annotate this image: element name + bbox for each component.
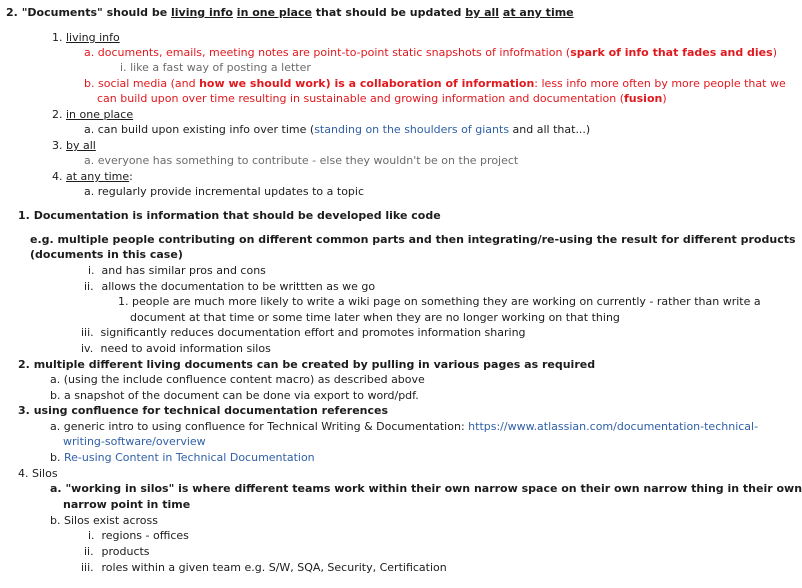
list-marker: b. xyxy=(50,389,61,402)
list-item-continuation: can build upon over time resulting in sustainable and growing information and documentation (fusion) xyxy=(97,92,667,105)
in-one-place-label: in one place xyxy=(66,108,134,121)
list-item xyxy=(52,107,133,122)
list-marker: a. xyxy=(50,420,61,433)
list-marker: iii. xyxy=(81,326,94,339)
atlassian-link-continuation[interactable]: writing-software/overview xyxy=(63,435,206,448)
list-number: 2. xyxy=(6,6,18,19)
list-item: b. a snapshot of the document can be done via export to word/pdf. xyxy=(50,389,419,402)
list-marker: i. xyxy=(120,61,127,74)
spark-text: spark of info that fades and dies xyxy=(570,46,773,59)
giants-text: standing on the shoulders of giants xyxy=(314,123,510,136)
list-item xyxy=(52,30,120,45)
list-item: a. generic intro to using confluence for Technical Writing & Documentation: https://www.atlassian.com/documentation-technical- xyxy=(50,420,759,433)
list-marker: a. xyxy=(50,373,61,386)
list-item: 1. people are much more likely to write a wiki page on something they are working on currently - rather than write a xyxy=(118,295,761,308)
list-number: 2. xyxy=(52,108,63,121)
heading-living-info: living info xyxy=(170,6,233,19)
list-item: 2. multiple different living documents can be created by pulling in various pages as required xyxy=(18,358,596,371)
heading-by-all: by all xyxy=(465,6,500,19)
letter-text: like a fast way of posting a letter xyxy=(130,61,311,74)
collaboration-text: how we should work) is a collaboration of information xyxy=(199,77,535,90)
list-item-continuation: narrow point in time xyxy=(63,498,191,511)
list-marker: iii. xyxy=(81,561,94,574)
documentation-heading: Documentation is information that should be developed like code xyxy=(33,209,441,222)
list-marker: i. xyxy=(88,264,95,277)
heading-at-any-time: at any time xyxy=(502,6,574,19)
list-item xyxy=(50,450,315,465)
list-marker: ii. xyxy=(84,545,94,558)
list-item: i. regions - offices xyxy=(88,529,189,542)
list-marker: a. xyxy=(84,185,95,198)
example-line-continuation: (documents in this case) xyxy=(30,248,183,261)
list-number: 1. xyxy=(118,295,129,308)
list-item xyxy=(52,138,96,153)
reusing-content-link[interactable]: Re-using Content in Technical Documentation xyxy=(63,451,315,464)
list-item xyxy=(84,153,518,168)
by-all-label: by all xyxy=(66,139,96,152)
list-marker: a. xyxy=(50,482,62,495)
list-number: 1. xyxy=(18,209,30,222)
list-marker: b. xyxy=(50,451,61,464)
list-item: iv. need to avoid information silos xyxy=(81,342,271,355)
list-item: ii. allows the documentation to be writtten as we go xyxy=(84,280,376,293)
list-item: a. documents, emails, meeting notes are point-to-point static snapshots of infofmation (spark of info that fades and dies) xyxy=(84,46,777,59)
list-item: i. and has similar pros and cons xyxy=(88,264,266,277)
list-item: iii. significantly reduces documentation effort and promotes information sharing xyxy=(81,326,526,339)
section-heading xyxy=(18,208,441,223)
list-number: 3. xyxy=(52,139,63,152)
incremental-text: regularly provide incremental updates to a topic xyxy=(97,185,365,198)
list-number: 4. xyxy=(52,170,63,183)
list-item xyxy=(120,60,311,75)
static-snapshots-text: documents, emails, meeting notes are point-to-point static snapshots of infofmation ( xyxy=(97,46,571,59)
fusion-text: fusion xyxy=(624,92,663,105)
list-number: 3. xyxy=(18,404,30,417)
list-marker: a. xyxy=(84,46,95,59)
list-item: ii. products xyxy=(84,545,150,558)
list-marker: ii. xyxy=(84,280,94,293)
list-marker: a. xyxy=(84,123,95,136)
list-item: a. can build upon existing info over time (standing on the shoulders of giants and all that...) xyxy=(84,123,591,136)
atlassian-link[interactable]: https://www.atlassian.com/documentation-technical- xyxy=(468,420,759,433)
list-number: 2. xyxy=(18,358,30,371)
list-marker: i. xyxy=(88,529,95,542)
list-marker: b. xyxy=(50,514,61,527)
list-item-continuation: document at that time or some time later when they are no longer working on that thing xyxy=(130,311,620,324)
at-any-time-label: at any time xyxy=(66,170,130,183)
list-item: a. "working in silos" is where different teams work within their own narrow space on their own narrow thing in their own xyxy=(50,482,802,495)
list-item: 4. Silos xyxy=(18,467,58,480)
list-item: iii. roles within a given team e.g. S/W, SQA, Security, Certification xyxy=(81,561,447,574)
list-item: a. (using the include confluence content macro) as described above xyxy=(50,373,425,386)
list-item: b. social media (and how we should work) is a collaboration of information: less info more often by more people that we xyxy=(84,77,786,90)
list-number: 4. xyxy=(18,467,29,480)
list-marker: iv. xyxy=(81,342,94,355)
heading-mid: that should be updated xyxy=(311,6,466,19)
list-item: b. Silos exist across xyxy=(50,514,158,527)
list-item: 3. using confluence for technical documentation references xyxy=(18,404,389,417)
list-marker: b. xyxy=(84,77,95,90)
contribute-text: everyone has something to contribute - else they wouldn't be on the project xyxy=(97,154,519,167)
list-marker: a. xyxy=(84,154,95,167)
list-item: 4. at any time: xyxy=(52,170,133,183)
example-line: e.g. multiple people contributing on different common parts and then integrating/re-using the result for different products xyxy=(30,233,796,246)
list-number: 1. xyxy=(52,31,63,44)
heading-text: "Documents" should be xyxy=(21,6,171,19)
list-item xyxy=(84,184,364,199)
living-info-label: living info xyxy=(66,31,120,44)
section-heading xyxy=(6,5,574,20)
heading-in-one-place: in one place xyxy=(236,6,312,19)
